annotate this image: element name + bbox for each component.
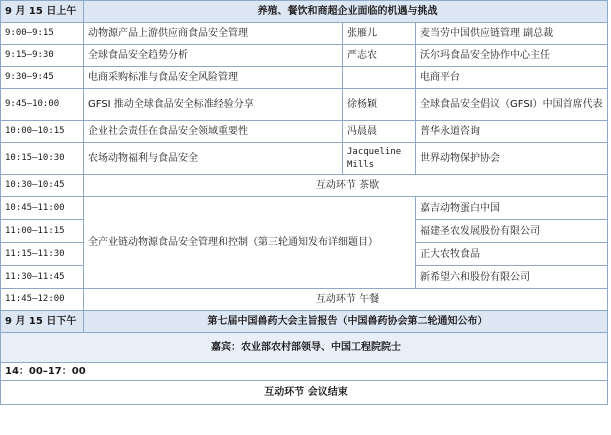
- organization-cell: 麦当劳中国供应链管理 副总裁: [416, 23, 608, 45]
- time-cell: 10:15–10:30: [1, 143, 84, 175]
- break-row: [1, 289, 608, 311]
- organization-cell: 新希望六和股份有限公司: [416, 266, 608, 289]
- table-row: [1, 45, 608, 67]
- speaker-cell: [343, 67, 416, 89]
- guests-text: 嘉宾：农业部农村部领导、中国工程院院士: [1, 333, 608, 363]
- topic-cell: GFSI 推动全球食品安全标准经验分享: [84, 89, 343, 121]
- speaker-cell: 冯晨晨: [343, 121, 416, 143]
- organization-cell: 世界动物保护协会: [416, 143, 608, 175]
- table-row: [1, 67, 608, 89]
- organization-cell: 嘉吉动物蛋白中国: [416, 197, 608, 220]
- time-cell: 9:15–9:30: [1, 45, 84, 67]
- topic-cell: 电商采购标准与食品安全风险管理: [84, 67, 343, 89]
- time-cell: 10:30–10:45: [1, 175, 84, 197]
- afternoon-date: 9 月 15 日下午: [1, 311, 84, 333]
- guests-row: [1, 333, 608, 363]
- table-row: [1, 121, 608, 143]
- closing-row: [1, 381, 608, 405]
- organization-cell: 福建圣农发展股份有限公司: [416, 220, 608, 243]
- topic-cell: 农场动物福利与食品安全: [84, 143, 343, 175]
- afternoon-time: 14：00–17：00: [1, 363, 608, 381]
- time-cell: 9:00–9:15: [1, 23, 84, 45]
- morning-session-title: 养殖、餐饮和商超企业面临的机遇与挑战: [84, 1, 608, 23]
- table-row: [1, 23, 608, 45]
- topic-cell: 动物源产品上游供应商食品安全管理: [84, 23, 343, 45]
- organization-cell: 正大农牧食品: [416, 243, 608, 266]
- topic-cell: 全球食品安全趋势分析: [84, 45, 343, 67]
- morning-header-row: [1, 1, 608, 23]
- table-row: [1, 363, 608, 381]
- panel-topic-cell: 全产业链动物源食品安全管理和控制（第三轮通知发布详细题目）: [84, 197, 416, 289]
- organization-cell: 电商平台: [416, 67, 608, 89]
- tea-break-label: 互动环节 茶歇: [84, 175, 608, 197]
- afternoon-session-title: 第七届中国兽药大会主旨报告（中国兽药协会第二轮通知公布）: [84, 311, 608, 333]
- time-cell: 11:45–12:00: [1, 289, 84, 311]
- afternoon-header-row: [1, 311, 608, 333]
- speaker-cell: 徐杨颖: [343, 89, 416, 121]
- speaker-cell: Jacqueline Mills: [343, 143, 416, 175]
- time-cell: 10:00–10:15: [1, 121, 84, 143]
- table-row: [1, 89, 608, 121]
- closing-label: 互动环节 会议结束: [1, 381, 608, 405]
- organization-cell: 普华永道咨询: [416, 121, 608, 143]
- table-row: [1, 143, 608, 175]
- speaker-cell: 严志农: [343, 45, 416, 67]
- time-cell: 9:30–9:45: [1, 67, 84, 89]
- panel-row: [1, 197, 608, 220]
- organization-cell: 沃尔玛食品安全协作中心主任: [416, 45, 608, 67]
- time-cell: 10:45–11:00: [1, 197, 84, 220]
- lunch-break-label: 互动环节 午餐: [84, 289, 608, 311]
- morning-date: 9 月 15 日上午: [1, 1, 84, 23]
- organization-cell: 全球食品安全倡议（GFSI）中国首席代表: [416, 89, 608, 121]
- break-row: [1, 175, 608, 197]
- topic-cell: 企业社会责任在食品安全领域重要性: [84, 121, 343, 143]
- time-cell: 11:00–11:15: [1, 220, 84, 243]
- time-cell: 9:45–10:00: [1, 89, 84, 121]
- speaker-cell: 张雁儿: [343, 23, 416, 45]
- time-cell: 11:15–11:30: [1, 243, 84, 266]
- time-cell: 11:30–11:45: [1, 266, 84, 289]
